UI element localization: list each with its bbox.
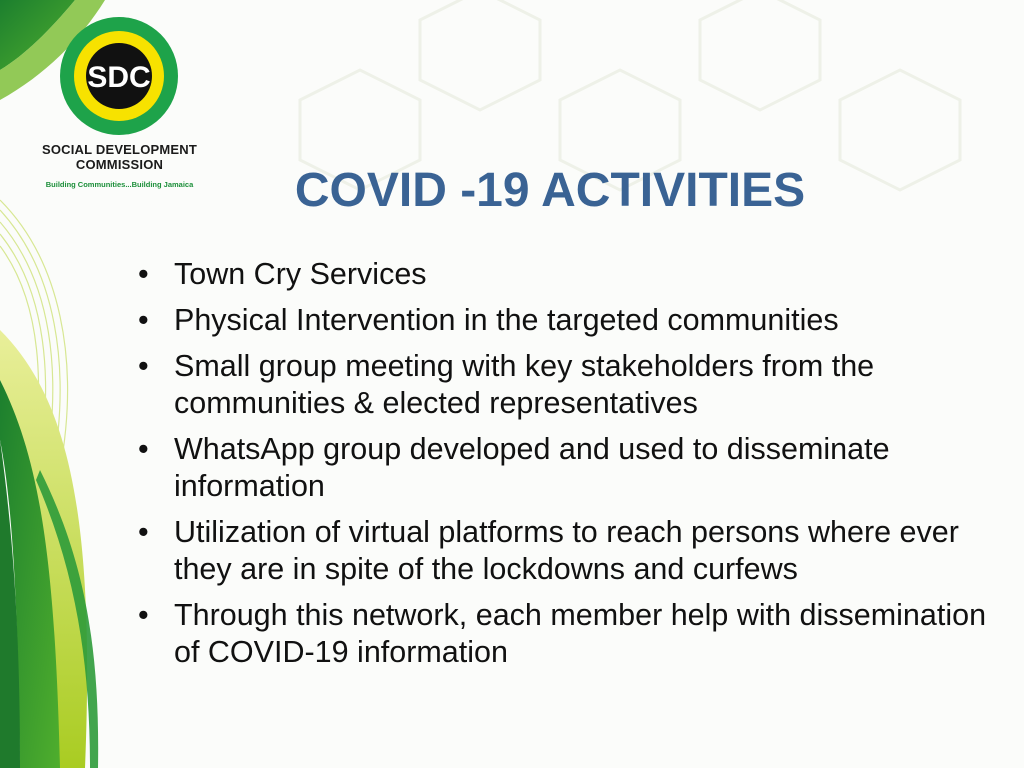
sdc-logo: [22, 14, 217, 194]
logo-tagline: Building Communities...Building Jamaica: [45, 180, 194, 189]
bullet-item: [136, 514, 1006, 588]
logo-name-line2: COMMISSION: [75, 157, 164, 172]
sdc-emblem: [59, 16, 179, 136]
logo-name: [22, 142, 217, 172]
bullet-icon: •: [138, 515, 149, 549]
bullet-text: Through this network, each member help with dissemination of COVID-19 information: [174, 598, 987, 669]
bullet-text: WhatsApp group developed and used to disseminate information: [174, 432, 890, 503]
bullet-list: [136, 256, 1006, 680]
bullet-item: [136, 597, 1006, 671]
bullet-icon: •: [138, 303, 149, 337]
bullet-text: Town Cry Services: [174, 257, 427, 291]
bullet-item: [136, 256, 1006, 293]
bullet-text: Physical Intervention in the targeted communities: [174, 303, 839, 337]
bullet-text: Utilization of virtual platforms to reach persons where ever they are in spite of the lockdowns and curfews: [174, 515, 959, 586]
bullet-icon: •: [138, 349, 149, 383]
logo-name-line1: SOCIAL DEVELOPMENT: [41, 142, 198, 157]
left-swoosh: [0, 330, 98, 768]
bullet-text: Small group meeting with key stakeholders from the communities & elected representatives: [174, 349, 875, 420]
bullet-icon: •: [138, 257, 149, 291]
bullet-item: [136, 431, 1006, 505]
bullet-icon: •: [138, 598, 149, 632]
bullet-item: [136, 302, 1006, 339]
bullet-icon: •: [138, 432, 149, 466]
bullet-item: [136, 348, 1006, 422]
slide-title: COVID -19 ACTIVITIES: [294, 164, 806, 217]
logo-initials: SDC: [87, 61, 151, 94]
